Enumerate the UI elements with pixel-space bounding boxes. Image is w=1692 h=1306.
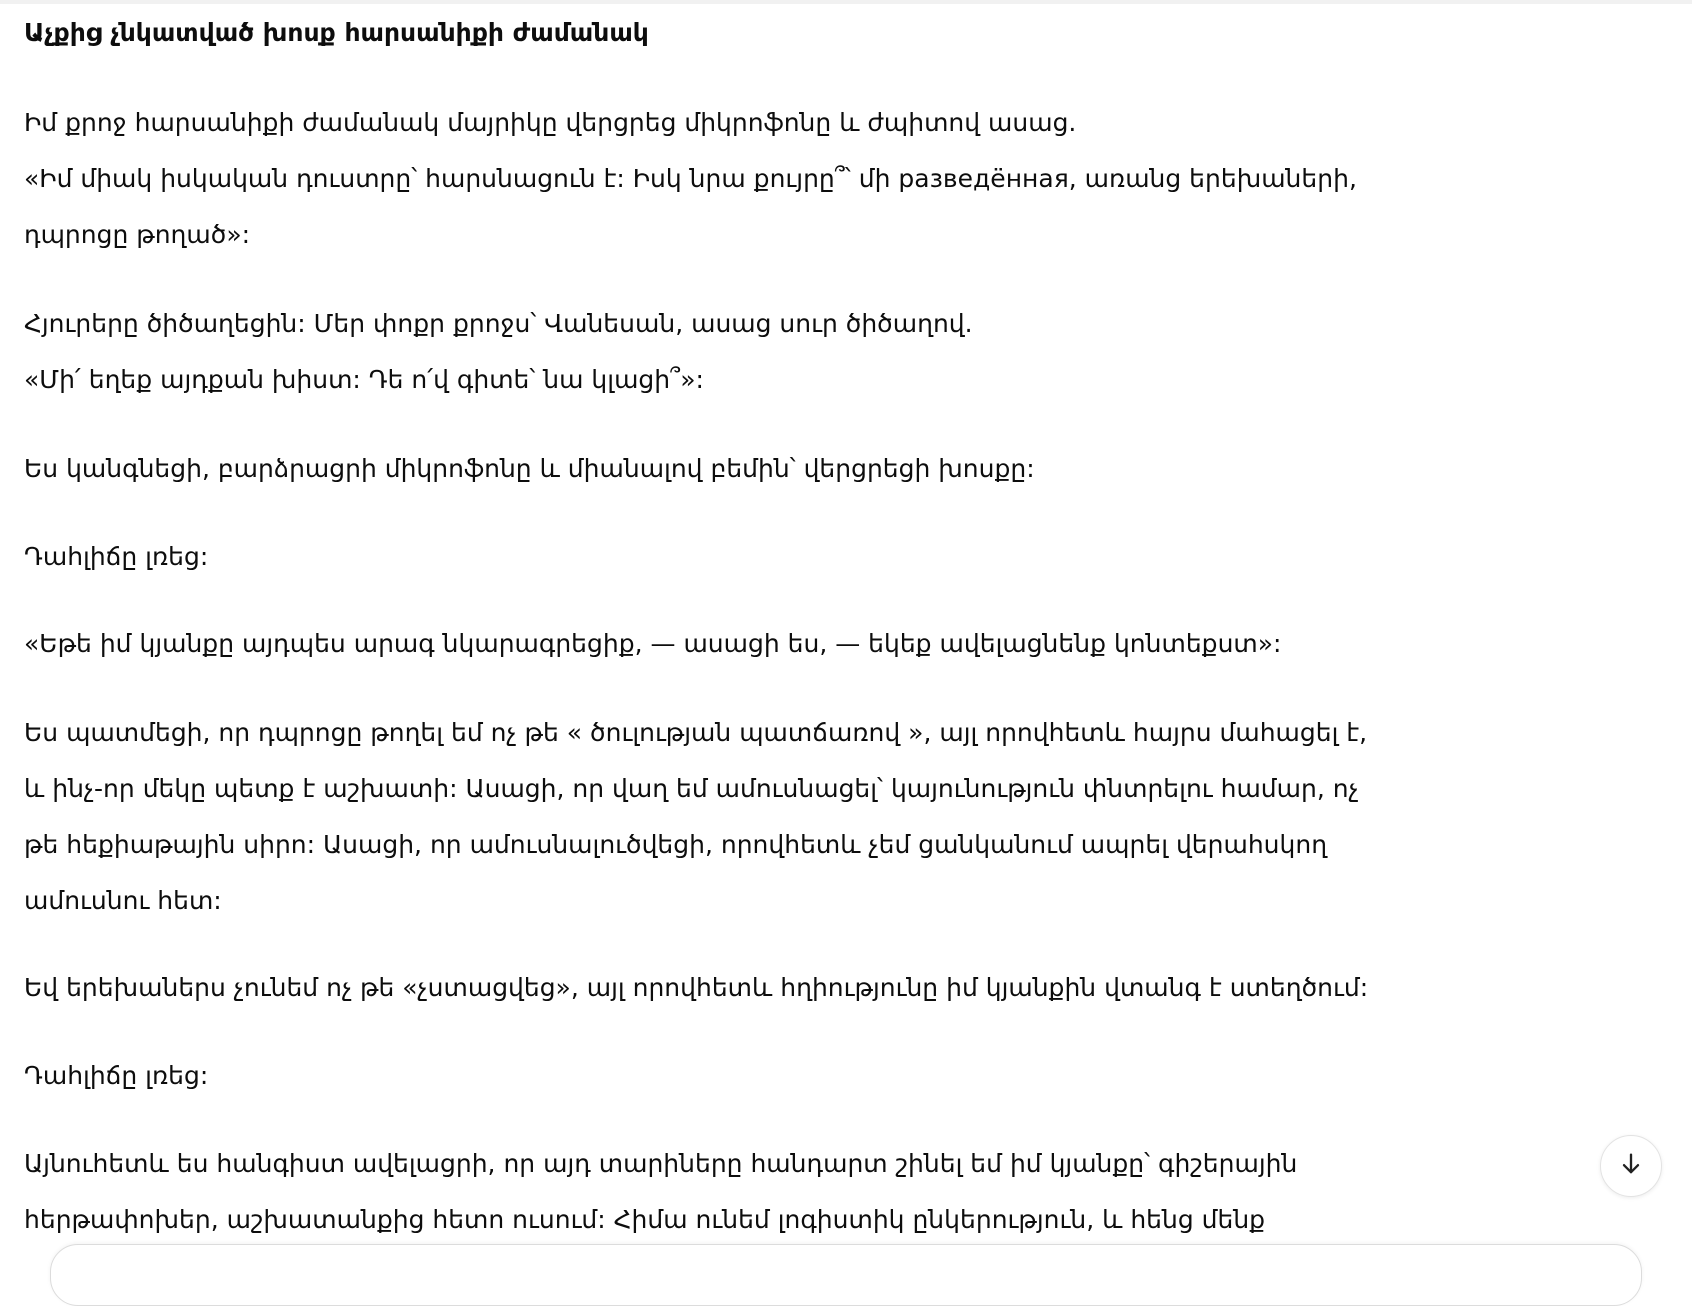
text-line: «Իմ միակ իսկական դուստրը՝ հարսնացուն է: Իսկ նրա քույրը՞՝ մի разведённая, առանց երեխաների, [24, 164, 1357, 193]
text-line: Եվ երեխաներս չունեմ ոչ թե «չստացվեց», այլ որովհետև հղիությունը իմ կյանքին վտանգ է ստեղծում: [24, 973, 1369, 1002]
text-line: «Եթե իմ կյանքը այդպես արագ նկարագրեցիք, — ասացի ես, — եկեք ավելացնենք կոնտեքստ»: [24, 629, 1282, 658]
text-line: և ինչ-որ մեկը պետք է աշխատի: Ասացի, որ վաղ եմ ամուսնացել՝ կայունություն փնտրելու համար, ոչ [24, 774, 1359, 803]
text-line: Ես պատմեցի, որ դպրոցը թողել եմ ոչ թե « ծուլության պատճառով », այլ որովհետև հայրս մահացել է, [24, 718, 1368, 747]
text-line: Հյուրերը ծիծաղեցին: Մեր փոքր քրոջս՝ Վանեսան, ասաց սուր ծիծաղով. [24, 309, 973, 338]
text-line: Այնուհետև ես հանգիստ ավելացրի, որ այդ տարիները հանդարտ շինել եմ իմ կյանքը՝ գիշերային [24, 1149, 1298, 1178]
text-line: հերթափոխեր, աշխատանքից հետո ուսում: Հիմա ունեմ լոգիստիկ ընկերություն, և հենց մենք [24, 1205, 1266, 1234]
scroll-to-bottom-button[interactable] [1600, 1135, 1662, 1197]
text-line: Դահլիճը լռեց: [24, 1061, 209, 1090]
text-line: թե հեքիաթային սիրո: Ասացի, որ ամուսնալուծվեցի, որովհետև չեմ ցանկանում ապրել վերահսկող [24, 830, 1328, 859]
text-line: դպրոցը թողած»: [24, 220, 251, 249]
text-line: «Մի՛ եղեք այդքան խիստ: Դե ո՛վ գիտե՝ նա կլացի՞»: [24, 365, 704, 394]
arrow-down-icon [1617, 1150, 1645, 1182]
top-divider [0, 0, 1692, 4]
message-composer[interactable] [50, 1244, 1642, 1306]
text-line: ամուսնու հետ: [24, 886, 222, 915]
message-title: Աչքից չնկատված խոսք հարսանիքի ժամանակ [24, 18, 649, 47]
text-line: Իմ քրոջ հարսանիքի ժամանակ մայրիկը վերցրեց միկրոֆոնը և ժպիտով ասաց. [24, 108, 1077, 137]
text-line: Դահլիճը լռեց: [24, 542, 209, 571]
text-line: Ես կանգնեցի, բարձրացրի միկրոֆոնը և միանալով բեմին՝ վերցրեցի խոսքը: [24, 454, 1035, 483]
